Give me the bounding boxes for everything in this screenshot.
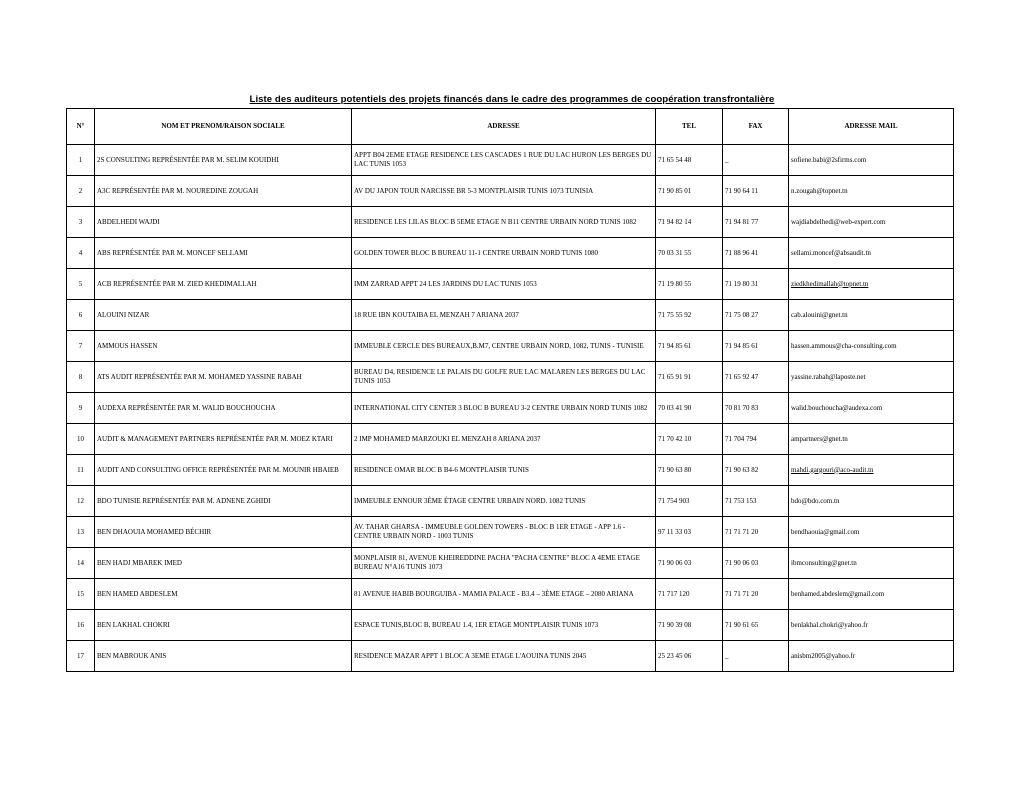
header-email: ADRESSE MAIL: [789, 109, 954, 145]
header-address: ADRESSE: [352, 109, 656, 145]
auditor-fax: 71 71 71 20: [723, 579, 789, 610]
auditor-name: ABDELHEDI WAJDI: [95, 207, 352, 238]
auditor-tel: 71 90 06 03: [656, 548, 723, 579]
auditor-tel: 70 03 31 55: [656, 238, 723, 269]
auditor-email: hassen.ammous@cha-consulting.com: [789, 331, 954, 362]
auditor-tel: 71 70 42 10: [656, 424, 723, 455]
auditor-tel: 71 90 85 01: [656, 176, 723, 207]
auditor-name: 2S CONSULTING REPRÉSENTÉE PAR M. SELIM KOUIDHI: [95, 145, 352, 176]
row-number: 14: [67, 548, 95, 579]
auditor-name: ATS AUDIT REPRÉSENTÉE PAR M. MOHAMED YASSINE RABAH: [95, 362, 352, 393]
table-row: [67, 269, 954, 300]
auditor-address: RESIDENCE OMAR BLOC B B4-6 MONTPLAISIR TUNIS: [352, 455, 656, 486]
auditor-tel: 71 65 91 91: [656, 362, 723, 393]
auditor-name: AUDIT AND CONSULTING OFFICE REPRÉSENTÉE PAR M. MOUNIR HBAIEB: [95, 455, 352, 486]
row-number: 12: [67, 486, 95, 517]
table-row: [67, 486, 954, 517]
auditor-tel: 71 754 903: [656, 486, 723, 517]
auditor-name: AUDIT & MANAGEMENT PARTNERS REPRÉSENTÉE PAR M. MOEZ KTARI: [95, 424, 352, 455]
auditor-email: ampartners@gnet.tn: [789, 424, 954, 455]
row-number: 6: [67, 300, 95, 331]
auditor-fax: _: [723, 641, 789, 672]
auditor-tel: 71 19 80 55: [656, 269, 723, 300]
header-num: N°: [67, 109, 95, 145]
auditor-address: BUREAU D4, RESIDENCE LE PALAIS DU GOLFE RUE LAC MALAREN LES BERGES DU LAC TUNIS 1053: [352, 362, 656, 393]
auditor-email: ziedkhedimallah@topnet.tn: [789, 269, 954, 300]
auditor-email: anisbm2005@yahoo.fr: [789, 641, 954, 672]
auditor-name: BEN DHAOUIA MOHAMED BÉCHIR: [95, 517, 352, 548]
row-number: 8: [67, 362, 95, 393]
auditor-name: ABS REPRÉSENTÉE PAR M. MONCEF SELLAMI: [95, 238, 352, 269]
row-number: 4: [67, 238, 95, 269]
auditor-address: ESPACE TUNIS,BLOC B, BUREAU 1.4, 1ER ETAGE MONTPLAISIR TUNIS 1073: [352, 610, 656, 641]
auditor-name: BEN MABROUK ANIS: [95, 641, 352, 672]
auditor-address: MONPLAISIR 81, AVENUE KHEIREDDINE PACHA "PACHA CENTRE" BLOC A 4EME ETAGE BUREAU N°A16 TUNIS 1073: [352, 548, 656, 579]
table-row: [67, 517, 954, 548]
row-number: 10: [67, 424, 95, 455]
auditor-fax: 71 94 85 61: [723, 331, 789, 362]
row-number: 3: [67, 207, 95, 238]
table-row: [67, 579, 954, 610]
auditor-tel: 71 94 85 61: [656, 331, 723, 362]
auditor-name: AMMOUS HASSEN: [95, 331, 352, 362]
auditor-email: bdo@bdo.com.tn: [789, 486, 954, 517]
auditor-address: 2 IMP MOHAMED MARZOUKI EL MENZAH 8 ARIANA 2037: [352, 424, 656, 455]
auditor-fax: 71 88 96 41: [723, 238, 789, 269]
row-number: 1: [67, 145, 95, 176]
table-row: [67, 641, 954, 672]
auditor-tel: 70 03 41 90: [656, 393, 723, 424]
auditor-email: n.zougah@topnet.tn: [789, 176, 954, 207]
auditor-fax: 71 65 92 47: [723, 362, 789, 393]
auditor-address: AV. TAHAR GHARSA - IMMEUBLE GOLDEN TOWERS - BLOC B 1ER ETAGE - APP 1.6 - CENTRE URBAIN NORD - 1003 TUNIS: [352, 517, 656, 548]
auditor-fax: 70 81 70 83: [723, 393, 789, 424]
table-row: [67, 424, 954, 455]
auditor-fax: 71 94 81 77: [723, 207, 789, 238]
auditor-fax: 71 19 80 31: [723, 269, 789, 300]
table-row: [67, 300, 954, 331]
auditor-email: benlakhal.chokri@yahoo.fr: [789, 610, 954, 641]
auditor-tel: 71 90 39 08: [656, 610, 723, 641]
auditor-email: bendhaouia@gmail.com: [789, 517, 954, 548]
row-number: 2: [67, 176, 95, 207]
table-header-row: [67, 109, 954, 145]
row-number: 11: [67, 455, 95, 486]
auditor-name: BEN HAMED ABDESLEM: [95, 579, 352, 610]
auditor-email: sofiene.babi@2sfirms.com: [789, 145, 954, 176]
auditor-email: walid.bouchoucha@audexa.com: [789, 393, 954, 424]
auditor-fax: 71 90 63 82: [723, 455, 789, 486]
table-row: [67, 610, 954, 641]
auditor-tel: 97 11 33 03: [656, 517, 723, 548]
auditor-email: wajdiabdelhedi@web-expert.com: [789, 207, 954, 238]
auditor-address: RESIDENCE MAZAR APPT 1 BLOC A 3EME ETAGE L'AOUINA TUNIS 2045: [352, 641, 656, 672]
auditor-name: AUDEXA REPRÉSENTÉE PAR M. WALID BOUCHOUCHA: [95, 393, 352, 424]
row-number: 17: [67, 641, 95, 672]
auditor-address: GOLDEN TOWER BLOC B BUREAU 11-1 CENTRE URBAIN NORD TUNIS 1080: [352, 238, 656, 269]
auditor-fax: 71 90 64 11: [723, 176, 789, 207]
auditor-email: mahdi.gargouri@aco-audit.tn: [789, 455, 954, 486]
table-row: [67, 455, 954, 486]
table-row: [67, 393, 954, 424]
auditor-address: 18 RUE IBN KOUTAIBA EL MENZAH 7 ARIANA 2037: [352, 300, 656, 331]
auditor-fax: 71 71 71 20: [723, 517, 789, 548]
auditor-address: AV DU JAPON TOUR NARCISSE BR 5-3 MONTPLAISIR TUNIS 1073 TUNISIA: [352, 176, 656, 207]
auditor-fax: 71 90 06 03: [723, 548, 789, 579]
auditor-email: yassine.rabah@laposte.net: [789, 362, 954, 393]
auditor-email: benhamed.abdeslem@gmail.com: [789, 579, 954, 610]
table-row: [67, 548, 954, 579]
table-row: [67, 331, 954, 362]
header-name: NOM ET PRENOM/RAISON SOCIALE: [95, 109, 352, 145]
table-row: [67, 362, 954, 393]
auditor-tel: 71 75 55 92: [656, 300, 723, 331]
row-number: 13: [67, 517, 95, 548]
auditor-email: cab.alouini@gnet.tn: [789, 300, 954, 331]
auditor-fax: 71 90 61 65: [723, 610, 789, 641]
header-tel: TEL: [656, 109, 723, 145]
auditor-tel: 71 717 120: [656, 579, 723, 610]
auditor-email: sellami.moncef@absaudit.tn: [789, 238, 954, 269]
auditors-table: [66, 108, 954, 672]
table-row: [67, 145, 954, 176]
auditor-tel: 71 65 54 48: [656, 145, 723, 176]
row-number: 9: [67, 393, 95, 424]
table-row: [67, 207, 954, 238]
row-number: 7: [67, 331, 95, 362]
auditor-address: 81 AVENUE HABIB BOURGUIBA - MAMIA PALACE - B3.4 – 3ÈME ETAGE – 2080 ARIANA: [352, 579, 656, 610]
auditor-fax: _: [723, 145, 789, 176]
row-number: 15: [67, 579, 95, 610]
auditor-email: ibmconsulting@gnet.tn: [789, 548, 954, 579]
auditor-address: IMMEUBLE ENNOUR 3ÈME ÉTAGE CENTRE URBAIN NORD. 1082 TUNIS: [352, 486, 656, 517]
auditor-name: ACB REPRÉSENTÉE PAR M. ZIED KHEDIMALLAH: [95, 269, 352, 300]
auditor-address: INTERNATIONAL CITY CENTER 3 BLOC B BUREAU 3-2 CENTRE URBAIN NORD TUNIS 1082: [352, 393, 656, 424]
auditor-fax: 71 753 153: [723, 486, 789, 517]
auditor-name: BDO TUNISIE REPRÉSENTÉE PAR M. ADNENE ZGHIDI: [95, 486, 352, 517]
auditor-address: RESIDENCE LES LILAS BLOC B 5EME ETAGE N B11 CENTRE URBAIN NORD TUNIS 1082: [352, 207, 656, 238]
auditor-address: APPT B04 2EME ETAGE RESIDENCE LES CASCADES 1 RUE DU LAC HURON LES BERGES DU LAC TUNIS 1053: [352, 145, 656, 176]
header-fax: FAX: [723, 109, 789, 145]
auditor-fax: 71 704 794: [723, 424, 789, 455]
auditor-address: IMMEUBLE CERCLE DES BUREAUX,B.M7, CENTRE URBAIN NORD, 1082, TUNIS - TUNISIE: [352, 331, 656, 362]
auditor-tel: 25 23 45 06: [656, 641, 723, 672]
document-title: Liste des auditeurs potentiels des projets financés dans le cadre des programmes de coopération transfrontalière: [249, 94, 775, 105]
row-number: 16: [67, 610, 95, 641]
auditor-name: ALOUINI NIZAR: [95, 300, 352, 331]
auditor-fax: 71 75 08 27: [723, 300, 789, 331]
auditor-name: A3C REPRÉSENTÉE PAR M. NOUREDINE ZOUGAH: [95, 176, 352, 207]
row-number: 5: [67, 269, 95, 300]
auditor-name: BEN LAKHAL CHOKRI: [95, 610, 352, 641]
auditor-name: BEN HADJ MBAREK IMED: [95, 548, 352, 579]
auditor-tel: 71 90 63 80: [656, 455, 723, 486]
table-row: [67, 238, 954, 269]
auditor-tel: 71 94 82 14: [656, 207, 723, 238]
table-row: [67, 176, 954, 207]
auditor-address: IMM ZARRAD APPT 24 LES JARDINS DU LAC TUNIS 1053: [352, 269, 656, 300]
